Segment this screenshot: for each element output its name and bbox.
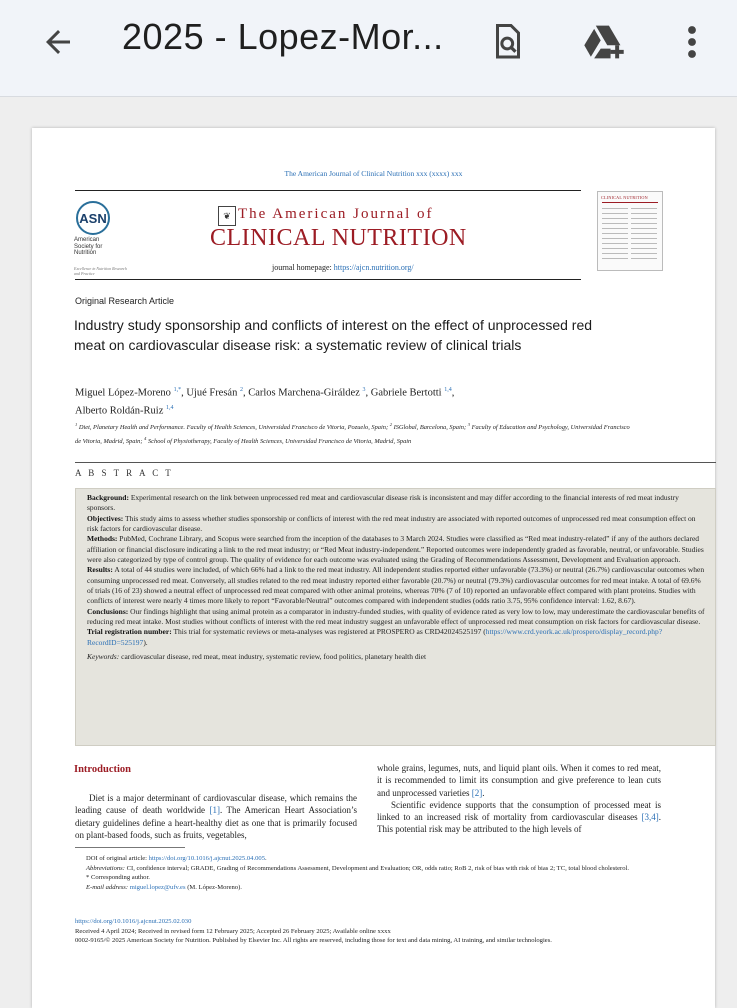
author: Carlos Marchena-Giráldez [248, 387, 360, 399]
intro-column-right: whole grains, legumes, nuts, and liquid plant oils. When it comes to red meat, it is recommended to limit its consumption and give preference to lean cuts and unprocessed varieties [2]. Scientific evidence supports that the consumption of processed meat is linked to an increased risk of mortality from cardiovascular diseases [3,4]. This potential risk may be attributed to the high levels of [377, 763, 661, 835]
introduction-heading: Introduction [74, 764, 131, 775]
author: Miguel López-Moreno [75, 387, 171, 399]
article-info [75, 917, 695, 946]
homepage-link[interactable]: https://ajcn.nutrition.org/ [333, 263, 414, 272]
received-dates: Received 4 April 2024; Received in revised form 12 February 2025; Accepted 26 February 2025; Available online xxxx [75, 927, 391, 935]
email-link[interactable]: miguel.lopez@ufv.es [129, 883, 186, 891]
document-title: 2025 - Lopez-Mor... [122, 16, 444, 57]
abstract-conclusions: Conclusions: Our findings highlight that using animal protein as a comparator in industry-funded studies, with quality of evidence rated as very low to low, may underestimate the cardiovascular benefits of reducing red meat intake. Most studies without conflicts of interest with the red meat industry suggest an unfavorable effect of unprocessed red meat consumption on risk factors for cardiovascular disease. [87, 606, 705, 627]
asn-society-name: American Society for Nutrition [74, 237, 103, 257]
journal-cover-thumbnail: CLINICAL NUTRITION [597, 191, 663, 271]
back-arrow-icon[interactable] [36, 20, 80, 64]
author-list: Miguel López-Moreno $^{1,*}$, Ujué Fresán $^2$, Carlos Marchena-Giráldez $^3$, Gabriele Bertotti $^{1,4}$, Alberto Roldán-Ruiz $^{1,4}$ [75, 387, 455, 416]
divider [75, 190, 581, 191]
author: Alberto Roldán-Ruiz [75, 405, 164, 416]
abstract-trial-registration: Trial registration number: This trial for systematic reviews or meta-analyses was registered at PROSPERO as CRD42024525197 (https://www.crd.yeork.ac.uk/prospero/display_record.php?RecordID=525197). [87, 627, 663, 647]
divider [75, 462, 716, 463]
journal-reference: The American Journal of Clinical Nutrition xxx (xxxx) xxx [284, 169, 463, 178]
app-bar [0, 0, 737, 97]
journal-title-top: The American Journal of [238, 206, 434, 222]
footnote-rule [75, 847, 185, 848]
keywords: Keywords: cardiovascular disease, red meat, meat industry, systematic review, food politics, planetary health diet [87, 652, 427, 662]
journal-emblem-icon: ❦ [218, 206, 236, 226]
abstract-heading: A B S T R A C T [75, 468, 174, 478]
abstract-background: Background: Experimental research on the link between unprocessed red meat and cardiovascular disease risk is inconsistent and may differ according to the financial interests of red meat industry sponsors. [87, 493, 679, 513]
asn-tagline: Excellence in Nutrition Research and Practice [74, 266, 127, 276]
author: Gabriele Bertotti [370, 387, 442, 399]
author: Ujué Fresán [186, 387, 238, 399]
divider [75, 279, 581, 280]
asn-logo [74, 201, 132, 283]
prospero-link[interactable]: https://www.crd.yeork.ac.uk/prospero/display_record.php?RecordID=525197 [87, 627, 663, 647]
article-doi-link[interactable]: https://doi.org/10.1016/j.ajcnut.2025.02.030 [75, 918, 192, 925]
footnotes: DOI of original article: https://doi.org/10.1016/j.ajcnut.2025.04.005. Abbreviations: CI, confidence interval; GRADE, Grading of Recommendations Assessment, Development and Evaluation; OR, odds ratio; RoB 2, risk of bias with risk of bias 2; TC, total blood cholesterol. * Corresponding author. E-mail address: miguel.lopez@ufv.es (M. López-Moreno). [86, 855, 629, 891]
journal-title-main: CLINICAL NUTRITION [210, 225, 467, 251]
asn-emblem: ASN [76, 201, 110, 235]
search-document-icon[interactable] [484, 18, 532, 66]
citation-link[interactable]: [3,4] [641, 812, 659, 823]
affiliations: $^1$ Diet, Planetary Health and Performance. Faculty of Health Sciences, Universidad Francisco de Vitoria, Pozuelo, Spain; $^2$ ISGlobal, Barcelona, Spain; $^3$ Faculty of Education and Psychology, Universidad Francisco de Vitoria, Madrid, Spain; $^4$ School of Physiotherapy, Faculty of Health Sciences, Universidad Francisco de Vitoria, Madrid, Spain [75, 422, 630, 445]
abstract-objectives: Objectives: This study aims to assess whether studies sponsorship or conflicts of interest with the red meat industry are associated with reported outcomes of unprocessed red meat consumption effect on risk factors for cardiovascular disease. [87, 513, 696, 534]
citation-link[interactable]: [2] [471, 787, 483, 798]
drive-add-icon[interactable] [580, 18, 628, 66]
journal-homepage: journal homepage: https://ajcn.nutrition.org/ [272, 263, 414, 272]
pdf-page [32, 128, 715, 1008]
more-vert-icon[interactable] [668, 18, 716, 66]
paper-title: Industry study sponsorship and conflicts of interest on the effect of unprocessed red meat on cardiovascular disease risk: a systematic review of clinical trials [74, 317, 593, 353]
copyright: 0002-9165/© 2025 American Society for Nutrition. Published by Elsevier Inc. All rights are reserved, including those for text and data mining, AI training, and similar technologies. [75, 937, 552, 944]
abstract-methods: Methods: PubMed, Cochrane Library, and Scopus were searched from the inception of the databases to 3 March 2024. Studies were classified as “Red meat industry-related” if any of the authors declared affiliation or financial disclosure indicating a link to the red meat industry; or “Red Meat industry-independent.” Reported outcomes were independently graded as favorable, neutral, or unfavorable. Studies were also categorized by type of control group. The quality of evidence for each outcome was evaluated using the Grading of Recommendations Assessment, Development and Evaluation approach. [87, 534, 704, 565]
abstract-box [75, 488, 716, 746]
original-doi-link[interactable]: https://doi.org/10.1016/j.ajcnut.2025.04.005 [148, 855, 266, 862]
abstract-results: Results: A total of 44 studies were included, of which 66% had a link to the red meat industry. All independent studies reported either unfavorable (73.3%) or neutral (26.7%) cardiovascular outcomes when consuming unprocessed red meat. Conversely, all studies related to the red meat industry reported either favorable (20.7%) or neutral (79.3%) cardiovascular outcomes for red meat intake. A total of 69.6% of trials (16 of 23) showed a neutral effect of unprocessed red meat compared with other animal proteins, whereas 70% (7 of 10) reported an unfavorable effect compared with plant proteins. Studies with conflicts of interest were nearly 4 times more likely to report “Favorable/Neutral” outcomes compared with independent studies (odds ratio 3.75, 95% confidence interval: 1.62, 8.67). [87, 565, 705, 606]
article-type: Original Research Article [75, 296, 175, 306]
intro-column-left: Diet is a major determinant of cardiovascular disease, which remains the leading cause of death worldwide [1]. The American Heart Association’s dietary guidelines define a heart-healthy diet as one that is primarily focused on plant-based foods, such as fruits, vegetables, [75, 793, 357, 840]
citation-link[interactable]: [1] [209, 805, 220, 816]
